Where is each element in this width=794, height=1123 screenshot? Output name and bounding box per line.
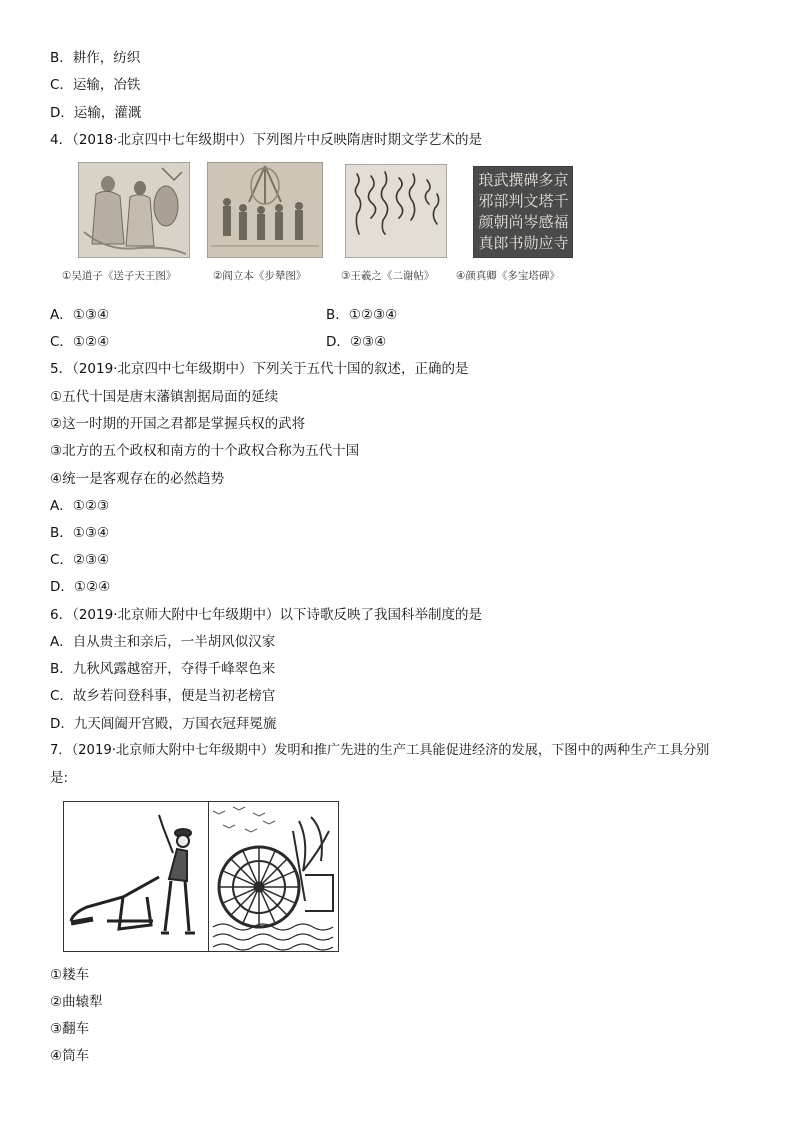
q5-option-c: C．②③④ (50, 552, 110, 568)
q6-stem: 6．（2019·北京师大附中七年级期中）以下诗歌反映了我国科举制度的是 (50, 607, 482, 623)
q4-caption-1: ①吴道子《送子天王图》 (62, 270, 177, 282)
q6-option-c: C．故乡若问登科事，便是当初老榜官 (50, 688, 276, 704)
q3-option-b: B．耕作，纺织 (50, 50, 141, 66)
q5-option-a: A．①②③ (50, 498, 110, 514)
stele-character: 福 (553, 213, 569, 231)
stele-character: 颜 (478, 213, 494, 231)
q4-stem: 4．（2018·北京四中七年级期中）下列图片中反映隋唐时期文学艺术的是 (50, 132, 482, 148)
stele-character: 碑 (523, 171, 539, 189)
stele-character: 武 (493, 171, 509, 189)
stele-character: 勋 (523, 234, 539, 252)
q5-option-d: D．①②④ (50, 579, 111, 595)
q4-caption-2: ②阎立本《步辇图》 (213, 270, 307, 282)
q7-statement-4: ④筒车 (50, 1048, 90, 1064)
stele-character: 书 (508, 234, 524, 252)
stele-character: 岑 (523, 213, 539, 231)
stele-character: 京 (553, 171, 569, 189)
q7-stem-line2: 是: (50, 770, 69, 786)
stele-character: 千 (553, 192, 569, 210)
q5-statement-3: ③北方的五个政权和南方的十个政权合称为五代十国 (50, 443, 360, 459)
q4-image-duobao-stele (473, 166, 573, 258)
q4-option-c: C．①②④ (50, 334, 110, 350)
q4-caption-4: ④颜真卿《多宝塔碑》 (456, 270, 560, 282)
q3-option-c: C．运输，冶铁 (50, 77, 141, 93)
q5-stem: 5．（2019·北京四中七年级期中）下列关于五代十国的叙述，正确的是 (50, 361, 469, 377)
stele-character: 寺 (553, 234, 569, 252)
q4-option-b: B．①②③④ (326, 307, 398, 323)
stele-character: 郎 (493, 234, 509, 252)
q5-option-b: B．①③④ (50, 525, 110, 541)
stele-character: 多 (538, 171, 554, 189)
q4-option-d: D．②③④ (326, 334, 387, 350)
q5-statement-2: ②这一时期的开国之君都是掌握兵权的武将 (50, 416, 306, 432)
stele-character: 部 (493, 192, 509, 210)
q7-stem-line1: 7．（2019·北京师大附中七年级期中）发明和推广先进的生产工具能促进经济的发展，下图中的两种生产工具分别 (50, 743, 710, 758)
q7-statement-1: ①耧车 (50, 967, 90, 983)
q4-caption-3: ③王羲之《二谢帖》 (341, 270, 435, 282)
q6-option-a: A．自从贵主和亲后，一半胡风似汉家 (50, 634, 276, 650)
stele-character: 撰 (508, 171, 524, 189)
stele-character: 应 (538, 234, 554, 252)
stele-character: 尚 (508, 213, 524, 231)
q5-statement-4: ④统一是客观存在的必然趋势 (50, 471, 225, 487)
q4-image-songzi-tianwang (78, 162, 190, 258)
stele-character: 邪 (478, 192, 494, 210)
q7-image-tools (63, 801, 339, 952)
q7-statement-2: ②曲辕犁 (50, 994, 103, 1010)
q4-image-ersie-tie (345, 164, 447, 258)
stele-character: 判 (508, 192, 524, 210)
stele-character: 真 (478, 234, 494, 252)
stele-character: 感 (538, 213, 554, 231)
q6-option-b: B．九秋风露越窑开，夺得千峰翠色来 (50, 661, 276, 677)
q7-statement-3: ③翻车 (50, 1021, 90, 1037)
q3-option-d: D．运输，灌溉 (50, 105, 142, 121)
q4-option-a: A．①③④ (50, 307, 110, 323)
stele-character: 文 (523, 192, 539, 210)
stele-character: 朝 (493, 213, 509, 231)
q6-option-d: D．九天阊阖开宫殿，万国衣冠拜冕旒 (50, 716, 277, 732)
q4-image-bunian-tu (207, 162, 323, 258)
stele-character: 塔 (538, 192, 554, 210)
q5-statement-1: ①五代十国是唐末藩镇割据局面的延续 (50, 389, 279, 405)
stele-character: 琅 (478, 171, 494, 189)
